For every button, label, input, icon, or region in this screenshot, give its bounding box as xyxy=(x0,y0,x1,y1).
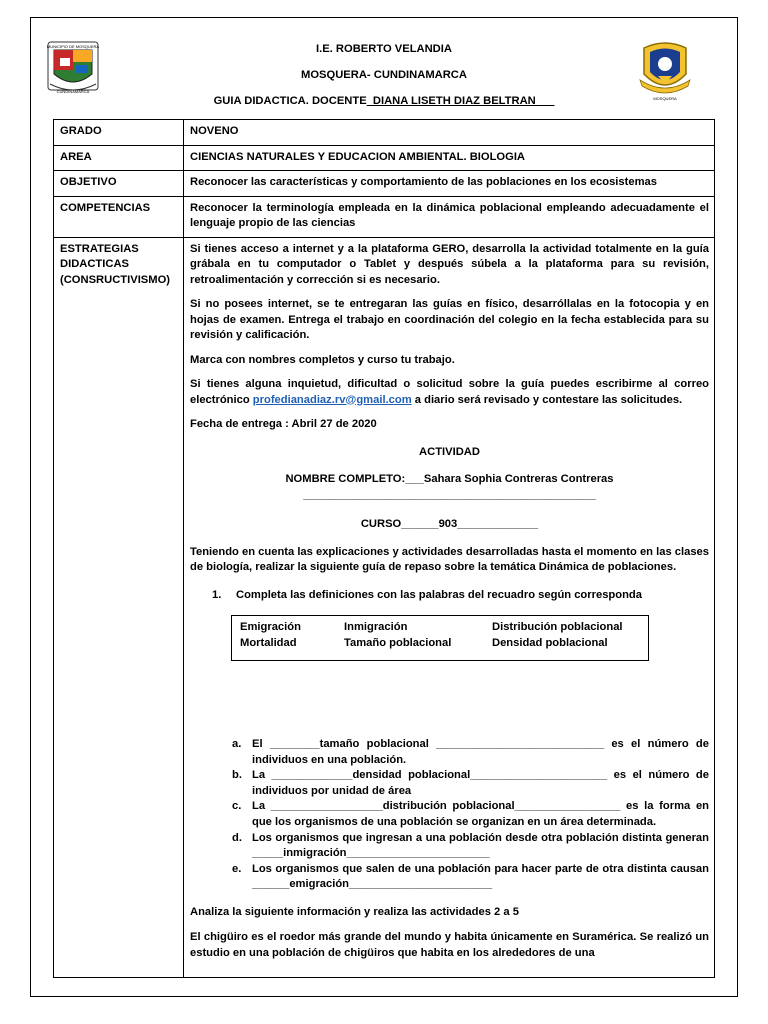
student-name-line: NOMBRE COMPLETO:___Sahara Sophia Contreras Contreras xyxy=(285,473,614,485)
row-value: NOVENO xyxy=(184,120,715,146)
word: Mortalidad xyxy=(240,637,297,649)
analysis-instruction: Analiza la siguiente información y realiza las actividades 2 a 5 xyxy=(190,905,519,918)
student-name-underline: _______________________________________________ xyxy=(303,488,596,501)
intro-paragraph: Teniendo en cuenta las explicaciones y actividades desarrolladas hasta el momento en las clases de biología, realizar la siguiente guía de repaso sobre la temática Dinámica de poblaciones. xyxy=(190,545,709,573)
word: Inmigración xyxy=(344,621,408,633)
due-date: Fecha de entrega : Abril 27 de 2020 xyxy=(190,418,377,430)
row-label: GRADO xyxy=(54,120,184,146)
activity-title: ACTIVIDAD xyxy=(419,445,480,458)
word: Distribución poblacional xyxy=(492,621,623,633)
row-grado xyxy=(54,120,715,146)
question-1 xyxy=(190,588,709,604)
row-value: Reconocer la terminología empleada en la dinámica poblacional empleando adecuadamente el lenguaje propio de las ciencias xyxy=(184,196,715,237)
definition-list xyxy=(232,737,709,893)
row-label: COMPETENCIAS xyxy=(54,196,184,237)
definition-item xyxy=(232,862,709,893)
school-name: I.E. ROBERTO VELANDIA xyxy=(316,43,452,55)
guide-title xyxy=(0,95,768,107)
item-text: La _____________densidad poblacional______________________ es el número de individuos por unidad de área xyxy=(252,769,709,797)
strategies-content xyxy=(184,237,715,977)
logo-right-text: MOSQUERA xyxy=(653,96,677,101)
row-label: AREA xyxy=(54,145,184,171)
question-text: Completa las definiciones con las palabras del recuadro según corresponda xyxy=(236,588,642,601)
item-text: La __________________distribución poblacional_________________ es la forma en que los organismos de una población se organizan en un área determinada. xyxy=(252,800,709,828)
word: Densidad poblacional xyxy=(492,637,608,649)
word-row xyxy=(240,619,640,635)
word-row xyxy=(240,635,640,651)
row-estrategias xyxy=(54,237,715,977)
row-objetivo xyxy=(54,171,715,197)
item-text: Los organismos que ingresan a una población desde otra población distinta generan _____inmigración_______________________ xyxy=(252,831,709,860)
item-letter: e. xyxy=(232,862,242,875)
instruction-mark: Marca con nombres completos y curso tu trabajo. xyxy=(190,353,455,366)
row-label: OBJETIVO xyxy=(54,171,184,197)
row-label: ESTRATEGIAS DIDACTICAS (CONSRUCTIVISMO) xyxy=(54,237,184,977)
city-name: MOSQUERA- CUNDINAMARCA xyxy=(301,69,467,81)
item-text: Los organismos que salen de una población para hacer parte de otra distinta causan ______emigración_______________________ xyxy=(252,862,709,891)
logo-left-top-text: MUNICIPIO DE MOSQUERA xyxy=(46,44,100,49)
definition-item xyxy=(232,831,709,862)
instruction-online: Si tienes acceso a internet y a la plataforma GERO, desarrolla la actividad totalmente en la guía grábala en tu computador o Tablet y después súbela a la plataforma para su revisión, retroalimentación y corrección si es necesario. xyxy=(190,242,709,286)
guide-table xyxy=(53,119,715,978)
guide-title-prefix: GUIA DIDACTICA. DOCENTE xyxy=(213,95,367,107)
chiguiro-paragraph: El chigüiro es el roedor más grande del mundo y habita únicamente en Suramérica. Se realizó un estudio en una población de chigüiros que habita en los alrededores de una xyxy=(190,931,709,959)
definition-item xyxy=(232,799,709,830)
row-area xyxy=(54,145,715,171)
logo-left-bottom-text: CUNDINAMARCA xyxy=(56,89,90,94)
item-letter: d. xyxy=(232,831,242,844)
word: Tamaño poblacional xyxy=(344,637,452,649)
item-letter: c. xyxy=(232,800,242,813)
item-letter: b. xyxy=(232,769,242,782)
contact-text-after: a diario será revisado y contestare las solicitudes. xyxy=(411,393,683,406)
teacher-name: _DIANA LISETH DIAZ BELTRAN___ xyxy=(366,95,555,107)
word: Emigración xyxy=(240,621,301,633)
email-link[interactable]: profedianadiaz.rv@gmail.com xyxy=(252,393,412,406)
question-number: 1. xyxy=(212,588,222,601)
word-box xyxy=(231,615,649,661)
row-competencias xyxy=(54,196,715,237)
definition-item xyxy=(232,737,709,768)
instruction-contact xyxy=(190,377,709,408)
row-value: CIENCIAS NATURALES Y EDUCACION AMBIENTAL. BIOLOGIA xyxy=(184,145,715,171)
instruction-offline: Si no posees internet, se te entregaran las guías en físico, desarróllalas en la fotocopia y en hojas de examen. Entrega el trabajo en coordinación del colegio en la fecha establecida para su revisión y calificación. xyxy=(190,298,709,341)
course-line: CURSO______903_____________ xyxy=(360,518,539,530)
contact-text-before: Si tienes alguna inquietud, dificultad o solicitud sobre la guía puedes escribirme al correo electrónico xyxy=(190,378,709,406)
item-text: El ________tamaño poblacional ___________________________ es el número de individuos en una población. xyxy=(252,738,709,766)
item-letter: a. xyxy=(232,738,242,750)
definition-item xyxy=(232,768,709,799)
row-value: Reconocer las características y comportamiento de las poblaciones en los ecosistemas xyxy=(184,171,715,197)
